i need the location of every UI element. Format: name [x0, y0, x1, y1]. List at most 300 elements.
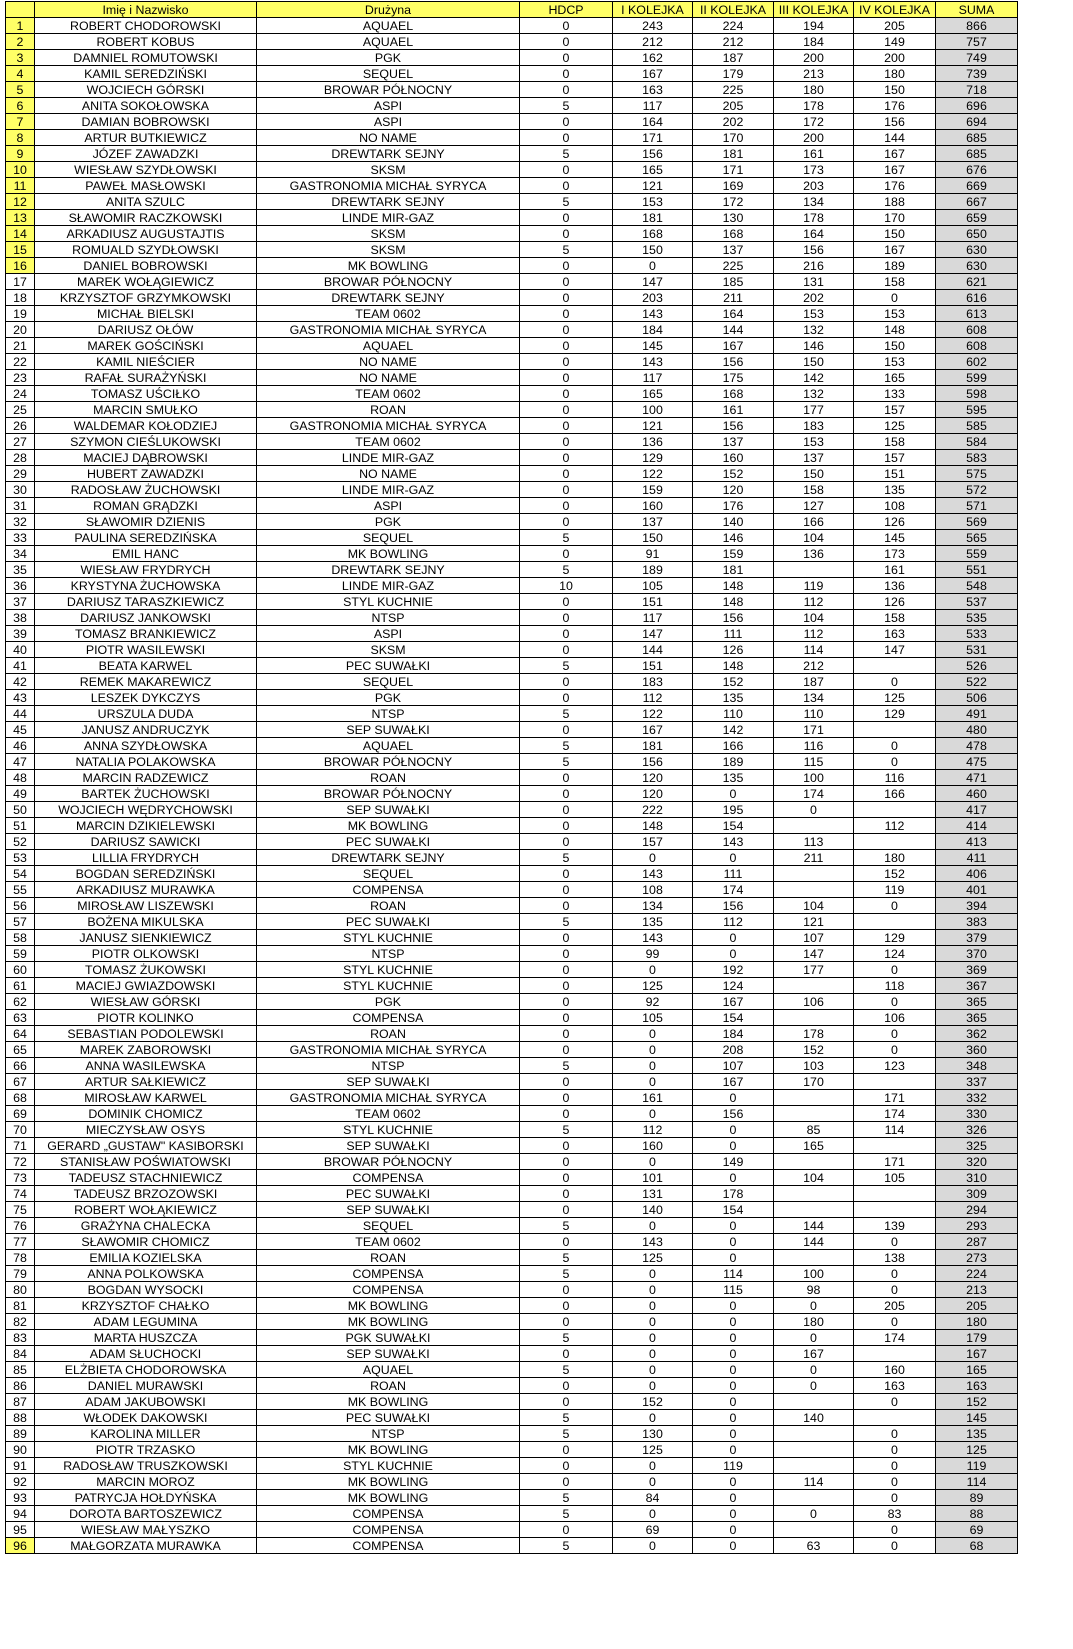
round4-cell: 156	[854, 114, 936, 130]
round2-cell: 140	[693, 514, 774, 530]
sum-cell: 676	[936, 162, 1018, 178]
round1-cell: 143	[613, 354, 693, 370]
round3-cell: 0	[774, 1330, 854, 1346]
round4-cell: 135	[854, 482, 936, 498]
table-row	[6, 354, 1018, 370]
name-cell: ADAM LEGUMINA	[35, 1314, 257, 1330]
rank-cell: 88	[6, 1410, 35, 1426]
sum-cell: 506	[936, 690, 1018, 706]
name-cell: PIOTR KOLINKO	[35, 1010, 257, 1026]
team-cell: BROWAR PÓŁNOCNY	[257, 82, 520, 98]
table-row	[6, 866, 1018, 882]
rank-cell: 10	[6, 162, 35, 178]
round3-cell: 165	[774, 1138, 854, 1154]
hdcp-cell: 0	[520, 1522, 613, 1538]
name-cell: RADOSŁAW TRUSZKOWSKI	[35, 1458, 257, 1474]
round4-cell: 171	[854, 1154, 936, 1170]
round2-cell: 154	[693, 1010, 774, 1026]
sum-cell: 650	[936, 226, 1018, 242]
table-row	[6, 1010, 1018, 1026]
team-cell: PGK	[257, 690, 520, 706]
round1-cell: 0	[613, 1026, 693, 1042]
round1-cell: 243	[613, 18, 693, 34]
name-cell: MICHAŁ BIELSKI	[35, 306, 257, 322]
round1-cell: 117	[613, 98, 693, 114]
hdcp-cell: 0	[520, 210, 613, 226]
team-cell: NTSP	[257, 610, 520, 626]
rank-cell: 49	[6, 786, 35, 802]
team-cell: SEQUEL	[257, 674, 520, 690]
table-row	[6, 562, 1018, 578]
round2-cell: 172	[693, 194, 774, 210]
rank-cell: 81	[6, 1298, 35, 1314]
hdcp-cell: 0	[520, 962, 613, 978]
hdcp-cell: 0	[520, 898, 613, 914]
table-row	[6, 962, 1018, 978]
team-cell: MK BOWLING	[257, 1314, 520, 1330]
hdcp-cell: 0	[520, 514, 613, 530]
rank-cell: 2	[6, 34, 35, 50]
table-row	[6, 898, 1018, 914]
table-row	[6, 690, 1018, 706]
rank-cell: 8	[6, 130, 35, 146]
table-row	[6, 498, 1018, 514]
round1-column-header: I KOLEJKA	[613, 2, 693, 18]
round3-cell: 103	[774, 1058, 854, 1074]
round4-cell: 149	[854, 34, 936, 50]
team-cell: BROWAR PÓŁNOCNY	[257, 754, 520, 770]
round4-cell: 148	[854, 322, 936, 338]
round4-cell: 0	[854, 738, 936, 754]
round3-cell: 171	[774, 722, 854, 738]
round4-cell: 116	[854, 770, 936, 786]
team-cell: TEAM 0602	[257, 1234, 520, 1250]
round1-cell: 147	[613, 626, 693, 642]
team-cell: STYL KUCHNIE	[257, 978, 520, 994]
hdcp-cell: 0	[520, 722, 613, 738]
round2-cell: 0	[693, 1362, 774, 1378]
round2-cell: 148	[693, 594, 774, 610]
name-cell: WOJCIECH WĘDRYCHOWSKI	[35, 802, 257, 818]
name-cell: MARCIN DZIKIELEWSKI	[35, 818, 257, 834]
team-cell: LINDE MIR-GAZ	[257, 210, 520, 226]
sum-cell: 179	[936, 1330, 1018, 1346]
round4-cell: 0	[854, 1042, 936, 1058]
hdcp-cell: 0	[520, 1458, 613, 1474]
hdcp-cell: 5	[520, 1058, 613, 1074]
round3-cell: 112	[774, 626, 854, 642]
hdcp-cell: 5	[520, 1218, 613, 1234]
team-cell: GASTRONOMIA MICHAŁ SYRYCA	[257, 418, 520, 434]
rank-cell: 48	[6, 770, 35, 786]
round2-cell: 164	[693, 306, 774, 322]
hdcp-cell: 0	[520, 882, 613, 898]
round2-cell: 192	[693, 962, 774, 978]
round2-cell: 114	[693, 1266, 774, 1282]
name-cell: WIESŁAW MAŁYSZKO	[35, 1522, 257, 1538]
round4-cell: 153	[854, 306, 936, 322]
sum-cell: 608	[936, 338, 1018, 354]
team-cell: AQUAEL	[257, 34, 520, 50]
round2-cell: 0	[693, 1090, 774, 1106]
round4-cell: 123	[854, 1058, 936, 1074]
hdcp-cell: 5	[520, 242, 613, 258]
table-row	[6, 1058, 1018, 1074]
team-cell: SKSM	[257, 242, 520, 258]
hdcp-cell: 0	[520, 226, 613, 242]
rank-cell: 59	[6, 946, 35, 962]
team-cell: TEAM 0602	[257, 1106, 520, 1122]
hdcp-cell: 0	[520, 834, 613, 850]
round4-cell	[854, 1074, 936, 1090]
team-cell: SEP SUWAŁKI	[257, 1202, 520, 1218]
round2-cell: 148	[693, 578, 774, 594]
rank-cell: 34	[6, 546, 35, 562]
round4-cell: 126	[854, 594, 936, 610]
name-cell: LESZEK DYKCZYS	[35, 690, 257, 706]
sum-cell: 575	[936, 466, 1018, 482]
table-row	[6, 18, 1018, 34]
rank-cell: 75	[6, 1202, 35, 1218]
hdcp-cell: 0	[520, 50, 613, 66]
rank-cell: 65	[6, 1042, 35, 1058]
team-cell: SEP SUWAŁKI	[257, 1346, 520, 1362]
table-row	[6, 34, 1018, 50]
table-row	[6, 66, 1018, 82]
table-row	[6, 1042, 1018, 1058]
round2-cell: 137	[693, 434, 774, 450]
round3-cell: 183	[774, 418, 854, 434]
name-cell: LILLIA FRYDRYCH	[35, 850, 257, 866]
table-row	[6, 1202, 1018, 1218]
table-row	[6, 930, 1018, 946]
rank-cell: 40	[6, 642, 35, 658]
hdcp-cell: 0	[520, 82, 613, 98]
sum-column-header: SUMA	[936, 2, 1018, 18]
name-cell: EMILIA KOZIELSKA	[35, 1250, 257, 1266]
rank-cell: 7	[6, 114, 35, 130]
round2-cell: 167	[693, 1074, 774, 1090]
results-table	[5, 1, 1018, 1554]
sum-cell: 367	[936, 978, 1018, 994]
round1-cell: 0	[613, 1378, 693, 1394]
table-row	[6, 594, 1018, 610]
table-row	[6, 738, 1018, 754]
sum-cell: 630	[936, 258, 1018, 274]
table-row	[6, 1522, 1018, 1538]
sum-cell: 595	[936, 402, 1018, 418]
round4-cell: 147	[854, 642, 936, 658]
table-row	[6, 1442, 1018, 1458]
round1-cell: 131	[613, 1186, 693, 1202]
team-cell: PEC SUWAŁKI	[257, 1186, 520, 1202]
round1-cell: 0	[613, 1538, 693, 1554]
name-cell: MIROSŁAW LISZEWSKI	[35, 898, 257, 914]
table-row	[6, 82, 1018, 98]
round1-cell: 84	[613, 1490, 693, 1506]
name-cell: ARKADIUSZ MURAWKA	[35, 882, 257, 898]
team-cell: COMPENSA	[257, 882, 520, 898]
name-cell: WALDEMAR KOŁODZIEJ	[35, 418, 257, 434]
hdcp-cell: 0	[520, 466, 613, 482]
name-cell: MACIEJ GWIAZDOWSKI	[35, 978, 257, 994]
rank-cell: 90	[6, 1442, 35, 1458]
team-cell: SKSM	[257, 642, 520, 658]
round4-cell: 167	[854, 146, 936, 162]
round2-cell: 156	[693, 898, 774, 914]
team-cell: GASTRONOMIA MICHAŁ SYRYCA	[257, 178, 520, 194]
round2-cell: 120	[693, 482, 774, 498]
sum-cell: 460	[936, 786, 1018, 802]
round2-cell: 0	[693, 1346, 774, 1362]
round1-cell: 161	[613, 1090, 693, 1106]
hdcp-cell: 0	[520, 402, 613, 418]
round3-column-header: III KOLEJKA	[774, 2, 854, 18]
sum-cell: 365	[936, 994, 1018, 1010]
round2-cell: 0	[693, 1426, 774, 1442]
rank-cell: 15	[6, 242, 35, 258]
round3-cell: 113	[774, 834, 854, 850]
round4-cell: 188	[854, 194, 936, 210]
round4-cell: 129	[854, 930, 936, 946]
team-cell: PGK	[257, 514, 520, 530]
sum-cell: 522	[936, 674, 1018, 690]
round2-cell: 0	[693, 1250, 774, 1266]
table-row	[6, 114, 1018, 130]
hdcp-cell: 0	[520, 162, 613, 178]
sum-cell: 293	[936, 1218, 1018, 1234]
round3-cell	[774, 818, 854, 834]
name-cell: WIESŁAW FRYDRYCH	[35, 562, 257, 578]
table-row	[6, 418, 1018, 434]
rank-cell: 78	[6, 1250, 35, 1266]
round1-cell: 129	[613, 450, 693, 466]
round1-cell: 181	[613, 210, 693, 226]
round3-cell: 121	[774, 914, 854, 930]
round4-cell	[854, 1138, 936, 1154]
round4-cell: 161	[854, 562, 936, 578]
round1-cell: 162	[613, 50, 693, 66]
rank-cell: 62	[6, 994, 35, 1010]
round3-cell: 112	[774, 594, 854, 610]
name-column-header: Imię i Nazwisko	[35, 2, 257, 18]
table-row	[6, 674, 1018, 690]
table-row	[6, 370, 1018, 386]
table-row	[6, 1266, 1018, 1282]
round2-cell: 152	[693, 466, 774, 482]
hdcp-cell: 0	[520, 1170, 613, 1186]
round1-cell: 122	[613, 466, 693, 482]
round3-cell	[774, 1202, 854, 1218]
hdcp-cell: 0	[520, 1202, 613, 1218]
round2-cell: 0	[693, 1298, 774, 1314]
round1-cell: 144	[613, 642, 693, 658]
round3-cell: 114	[774, 1474, 854, 1490]
round2-cell: 149	[693, 1154, 774, 1170]
team-cell: STYL KUCHNIE	[257, 1122, 520, 1138]
round3-cell: 98	[774, 1282, 854, 1298]
round3-cell: 134	[774, 690, 854, 706]
round2-cell: 174	[693, 882, 774, 898]
team-cell: NTSP	[257, 706, 520, 722]
round1-cell: 117	[613, 370, 693, 386]
round2-cell: 166	[693, 738, 774, 754]
table-row	[6, 802, 1018, 818]
team-cell: TEAM 0602	[257, 386, 520, 402]
name-cell: KRYSTYNA ŻUCHOWSKA	[35, 578, 257, 594]
table-row	[6, 1490, 1018, 1506]
team-cell: NTSP	[257, 1426, 520, 1442]
rank-cell: 67	[6, 1074, 35, 1090]
sum-cell: 213	[936, 1282, 1018, 1298]
sum-cell: 551	[936, 562, 1018, 578]
table-row	[6, 162, 1018, 178]
name-cell: BARTEK ŻUCHOWSKI	[35, 786, 257, 802]
round1-cell: 92	[613, 994, 693, 1010]
round4-cell: 0	[854, 1282, 936, 1298]
team-cell: NTSP	[257, 946, 520, 962]
round3-cell: 150	[774, 354, 854, 370]
round4-cell: 126	[854, 514, 936, 530]
round2-cell: 0	[693, 930, 774, 946]
round1-cell: 164	[613, 114, 693, 130]
table-row	[6, 786, 1018, 802]
table-row	[6, 194, 1018, 210]
round4-cell: 0	[854, 754, 936, 770]
rank-cell: 35	[6, 562, 35, 578]
round2-cell: 0	[693, 1314, 774, 1330]
round1-cell: 0	[613, 962, 693, 978]
round3-cell: 116	[774, 738, 854, 754]
team-cell: SKSM	[257, 226, 520, 242]
team-cell: COMPENSA	[257, 1170, 520, 1186]
hdcp-cell: 0	[520, 418, 613, 434]
round1-cell: 152	[613, 1394, 693, 1410]
round2-cell: 181	[693, 146, 774, 162]
round2-cell: 124	[693, 978, 774, 994]
round2-cell: 175	[693, 370, 774, 386]
results-body	[6, 18, 1018, 1554]
team-cell: ROAN	[257, 402, 520, 418]
round2-cell: 126	[693, 642, 774, 658]
team-cell: COMPENSA	[257, 1010, 520, 1026]
sum-cell: 88	[936, 1506, 1018, 1522]
hdcp-cell: 0	[520, 930, 613, 946]
round1-cell: 125	[613, 978, 693, 994]
round1-cell: 153	[613, 194, 693, 210]
rank-cell: 69	[6, 1106, 35, 1122]
name-cell: ROMUALD SZYDŁOWSKI	[35, 242, 257, 258]
round1-cell: 165	[613, 162, 693, 178]
team-cell: MK BOWLING	[257, 818, 520, 834]
team-cell: NO NAME	[257, 370, 520, 386]
round4-cell: 139	[854, 1218, 936, 1234]
hdcp-cell: 0	[520, 994, 613, 1010]
round1-cell: 137	[613, 514, 693, 530]
round1-cell: 171	[613, 130, 693, 146]
round3-cell: 144	[774, 1234, 854, 1250]
round3-cell	[774, 1010, 854, 1026]
hdcp-cell: 0	[520, 1474, 613, 1490]
name-cell: BOŻENA MIKULSKA	[35, 914, 257, 930]
table-row	[6, 322, 1018, 338]
rank-cell: 45	[6, 722, 35, 738]
name-cell: ARTUR BUTKIEWICZ	[35, 130, 257, 146]
round3-cell	[774, 1490, 854, 1506]
round3-cell	[774, 1442, 854, 1458]
round1-cell: 134	[613, 898, 693, 914]
round3-cell: 184	[774, 34, 854, 50]
name-cell: MAREK GOŚCIŃSKI	[35, 338, 257, 354]
table-row	[6, 1154, 1018, 1170]
round4-cell: 114	[854, 1122, 936, 1138]
name-cell: ELŻBIETA CHODOROWSKA	[35, 1362, 257, 1378]
round3-cell: 110	[774, 706, 854, 722]
sum-cell: 413	[936, 834, 1018, 850]
round1-cell: 0	[613, 850, 693, 866]
round2-cell: 137	[693, 242, 774, 258]
table-row	[6, 1090, 1018, 1106]
table-row	[6, 1122, 1018, 1138]
name-cell: GERARD „GUSTAW" KASIBORSKI	[35, 1138, 257, 1154]
round4-cell: 0	[854, 1314, 936, 1330]
round3-cell: 100	[774, 1266, 854, 1282]
sum-cell: 718	[936, 82, 1018, 98]
team-cell: TEAM 0602	[257, 434, 520, 450]
sum-cell: 602	[936, 354, 1018, 370]
team-cell: AQUAEL	[257, 1362, 520, 1378]
sum-cell: 621	[936, 274, 1018, 290]
round2-cell: 143	[693, 834, 774, 850]
table-row	[6, 1538, 1018, 1554]
round3-cell: 178	[774, 1026, 854, 1042]
round1-cell: 143	[613, 930, 693, 946]
table-row	[6, 466, 1018, 482]
round3-cell: 147	[774, 946, 854, 962]
hdcp-cell: 0	[520, 802, 613, 818]
round1-cell: 105	[613, 1010, 693, 1026]
round2-cell: 168	[693, 226, 774, 242]
round1-cell: 0	[613, 1410, 693, 1426]
round3-cell: 115	[774, 754, 854, 770]
round1-cell: 143	[613, 866, 693, 882]
round3-cell: 131	[774, 274, 854, 290]
rank-cell: 22	[6, 354, 35, 370]
round3-cell	[774, 1250, 854, 1266]
table-row	[6, 946, 1018, 962]
hdcp-cell: 0	[520, 130, 613, 146]
team-cell: COMPENSA	[257, 1266, 520, 1282]
round2-cell: 211	[693, 290, 774, 306]
table-row	[6, 1378, 1018, 1394]
sum-cell: 533	[936, 626, 1018, 642]
sum-cell: 749	[936, 50, 1018, 66]
round3-cell	[774, 1106, 854, 1122]
round2-cell: 189	[693, 754, 774, 770]
round2-cell: 115	[693, 1282, 774, 1298]
round3-cell: 106	[774, 994, 854, 1010]
hdcp-cell: 0	[520, 610, 613, 626]
name-cell: ANITA SOKOŁOWSKA	[35, 98, 257, 114]
round3-cell: 178	[774, 98, 854, 114]
round2-cell: 135	[693, 690, 774, 706]
round1-cell: 156	[613, 754, 693, 770]
sum-cell: 167	[936, 1346, 1018, 1362]
hdcp-cell: 5	[520, 146, 613, 162]
round3-cell	[774, 978, 854, 994]
hdcp-cell: 5	[520, 706, 613, 722]
hdcp-cell: 0	[520, 290, 613, 306]
